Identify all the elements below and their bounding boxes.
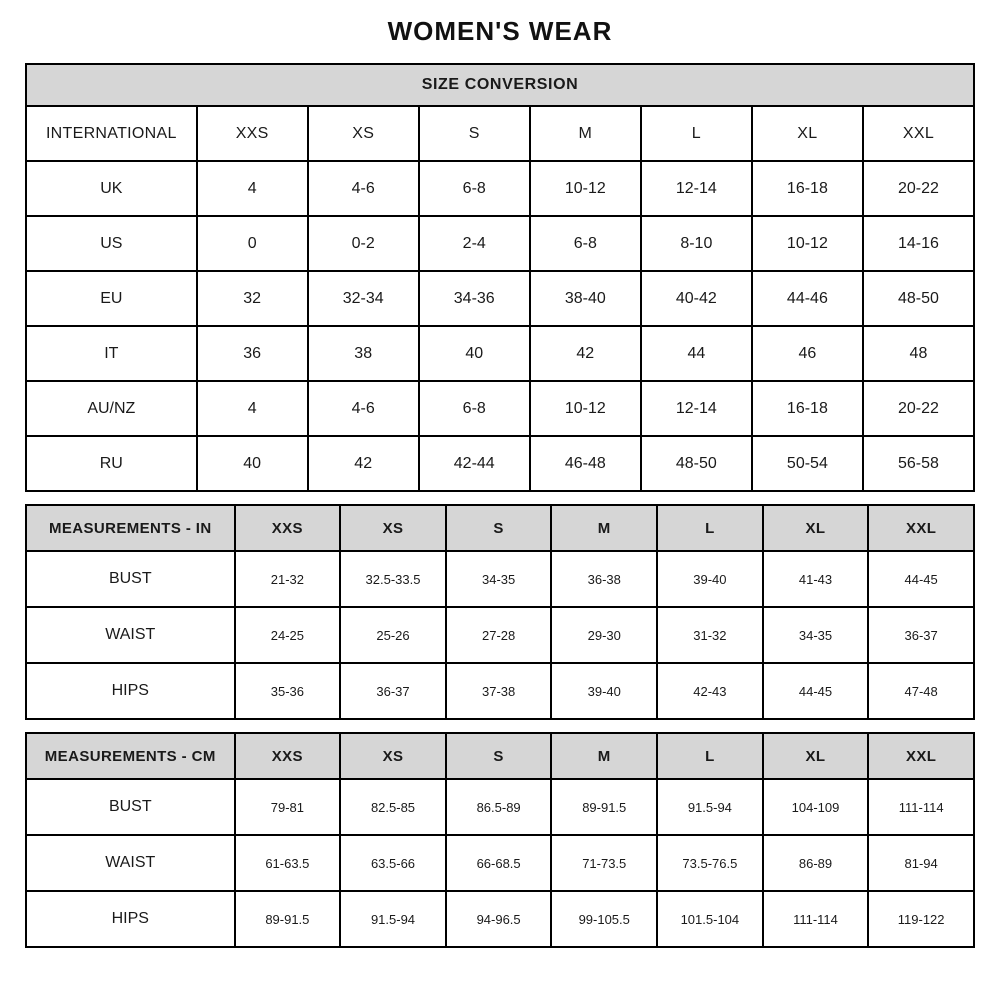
table-row bbox=[26, 161, 974, 216]
row-label: BUST bbox=[26, 779, 235, 835]
size-conversion-body bbox=[26, 64, 974, 491]
table-cell: 10-12 bbox=[530, 381, 641, 436]
table-cell: 79-81 bbox=[235, 779, 341, 835]
column-header: XXS bbox=[235, 505, 341, 551]
table-cell: 50-54 bbox=[752, 436, 863, 491]
table-cell: 4-6 bbox=[308, 161, 419, 216]
table-cell: 4 bbox=[197, 381, 308, 436]
table-row bbox=[26, 779, 974, 835]
header-row bbox=[26, 505, 974, 551]
table-cell: 36-37 bbox=[868, 607, 974, 663]
column-header: M bbox=[551, 733, 657, 779]
column-header: L bbox=[657, 733, 763, 779]
header-row bbox=[26, 733, 974, 779]
table-caption-row bbox=[26, 64, 974, 106]
table-cell: 71-73.5 bbox=[551, 835, 657, 891]
table-cell: 34-36 bbox=[419, 271, 530, 326]
column-header: INTERNATIONAL bbox=[26, 106, 197, 161]
table-cell: 119-122 bbox=[868, 891, 974, 947]
column-header: L bbox=[657, 505, 763, 551]
row-label: BUST bbox=[26, 551, 235, 607]
table-cell: 44-45 bbox=[763, 663, 869, 719]
row-label: WAIST bbox=[26, 607, 235, 663]
table-cell: 4 bbox=[197, 161, 308, 216]
table-cell: 56-58 bbox=[863, 436, 974, 491]
column-header: S bbox=[446, 733, 552, 779]
table-row bbox=[26, 326, 974, 381]
column-header: S bbox=[446, 505, 552, 551]
table-cell: 39-40 bbox=[551, 663, 657, 719]
table-cell: 94-96.5 bbox=[446, 891, 552, 947]
table-cell: 12-14 bbox=[641, 381, 752, 436]
table-row bbox=[26, 381, 974, 436]
table-cell: 8-10 bbox=[641, 216, 752, 271]
row-label: HIPS bbox=[26, 891, 235, 947]
table-cell: 47-48 bbox=[868, 663, 974, 719]
table-cell: 10-12 bbox=[530, 161, 641, 216]
table-cell: 46-48 bbox=[530, 436, 641, 491]
table-cell: 40 bbox=[197, 436, 308, 491]
table-cell: 2-4 bbox=[419, 216, 530, 271]
table-cell: 42 bbox=[308, 436, 419, 491]
table-cell: 89-91.5 bbox=[551, 779, 657, 835]
column-header: XXL bbox=[868, 733, 974, 779]
table-cell: 36-38 bbox=[551, 551, 657, 607]
table-cell: 46 bbox=[752, 326, 863, 381]
table-cell: 99-105.5 bbox=[551, 891, 657, 947]
column-header: XS bbox=[308, 106, 419, 161]
row-label: IT bbox=[26, 326, 197, 381]
table-cell: 24-25 bbox=[235, 607, 341, 663]
column-header: XL bbox=[752, 106, 863, 161]
table-cell: 38-40 bbox=[530, 271, 641, 326]
row-label: UK bbox=[26, 161, 197, 216]
header-row bbox=[26, 106, 974, 161]
size-conversion-table bbox=[25, 63, 975, 492]
table-cell: 29-30 bbox=[551, 607, 657, 663]
table-cell: 31-32 bbox=[657, 607, 763, 663]
table-cell: 48 bbox=[863, 326, 974, 381]
table-cell: 63.5-66 bbox=[340, 835, 446, 891]
column-header: XXL bbox=[868, 505, 974, 551]
table-row bbox=[26, 891, 974, 947]
column-header: L bbox=[641, 106, 752, 161]
column-header: XXS bbox=[235, 733, 341, 779]
column-header: M bbox=[551, 505, 657, 551]
measurements-cm-body bbox=[26, 733, 974, 947]
row-label: HIPS bbox=[26, 663, 235, 719]
page-title: WOMEN'S WEAR bbox=[387, 16, 613, 46]
table-cell: 36 bbox=[197, 326, 308, 381]
table-cell: 40 bbox=[419, 326, 530, 381]
table-cell: 0 bbox=[197, 216, 308, 271]
table-cell: 32.5-33.5 bbox=[340, 551, 446, 607]
table-row bbox=[26, 607, 974, 663]
table-cell: 48-50 bbox=[863, 271, 974, 326]
table-cell: 42 bbox=[530, 326, 641, 381]
column-header: XL bbox=[763, 505, 869, 551]
table-caption: SIZE CONVERSION bbox=[26, 64, 974, 106]
column-header: XXS bbox=[197, 106, 308, 161]
table-cell: 89-91.5 bbox=[235, 891, 341, 947]
measurements-in-table bbox=[25, 504, 975, 720]
table-cell: 44 bbox=[641, 326, 752, 381]
table-cell: 34-35 bbox=[446, 551, 552, 607]
column-header: MEASUREMENTS - IN bbox=[26, 505, 235, 551]
table-cell: 38 bbox=[308, 326, 419, 381]
column-header: M bbox=[530, 106, 641, 161]
table-cell: 42-44 bbox=[419, 436, 530, 491]
table-row bbox=[26, 663, 974, 719]
table-row bbox=[26, 271, 974, 326]
column-header: MEASUREMENTS - CM bbox=[26, 733, 235, 779]
table-row bbox=[26, 436, 974, 491]
table-cell: 91.5-94 bbox=[657, 779, 763, 835]
table-cell: 27-28 bbox=[446, 607, 552, 663]
measurements-in-body bbox=[26, 505, 974, 719]
table-row bbox=[26, 551, 974, 607]
table-cell: 16-18 bbox=[752, 161, 863, 216]
table-cell: 39-40 bbox=[657, 551, 763, 607]
table-cell: 6-8 bbox=[419, 161, 530, 216]
row-label: EU bbox=[26, 271, 197, 326]
measurements-cm-table bbox=[25, 732, 975, 948]
row-label: US bbox=[26, 216, 197, 271]
table-cell: 25-26 bbox=[340, 607, 446, 663]
table-cell: 111-114 bbox=[868, 779, 974, 835]
table-cell: 86.5-89 bbox=[446, 779, 552, 835]
table-cell: 42-43 bbox=[657, 663, 763, 719]
table-cell: 91.5-94 bbox=[340, 891, 446, 947]
table-cell: 20-22 bbox=[863, 381, 974, 436]
table-cell: 73.5-76.5 bbox=[657, 835, 763, 891]
table-cell: 104-109 bbox=[763, 779, 869, 835]
row-label: RU bbox=[26, 436, 197, 491]
table-cell: 44-45 bbox=[868, 551, 974, 607]
table-row bbox=[26, 216, 974, 271]
table-cell: 10-12 bbox=[752, 216, 863, 271]
column-header: XS bbox=[340, 505, 446, 551]
table-cell: 35-36 bbox=[235, 663, 341, 719]
table-cell: 101.5-104 bbox=[657, 891, 763, 947]
table-cell: 0-2 bbox=[308, 216, 419, 271]
table-cell: 86-89 bbox=[763, 835, 869, 891]
column-header: XS bbox=[340, 733, 446, 779]
table-cell: 34-35 bbox=[763, 607, 869, 663]
table-cell: 32-34 bbox=[308, 271, 419, 326]
table-cell: 12-14 bbox=[641, 161, 752, 216]
table-cell: 16-18 bbox=[752, 381, 863, 436]
table-cell: 41-43 bbox=[763, 551, 869, 607]
column-header: XL bbox=[763, 733, 869, 779]
row-label: AU/NZ bbox=[26, 381, 197, 436]
table-cell: 44-46 bbox=[752, 271, 863, 326]
table-cell: 37-38 bbox=[446, 663, 552, 719]
table-cell: 14-16 bbox=[863, 216, 974, 271]
table-cell: 6-8 bbox=[530, 216, 641, 271]
column-header: S bbox=[419, 106, 530, 161]
table-cell: 111-114 bbox=[763, 891, 869, 947]
table-cell: 48-50 bbox=[641, 436, 752, 491]
table-cell: 4-6 bbox=[308, 381, 419, 436]
column-header: XXL bbox=[863, 106, 974, 161]
row-label: WAIST bbox=[26, 835, 235, 891]
table-cell: 82.5-85 bbox=[340, 779, 446, 835]
table-cell: 20-22 bbox=[863, 161, 974, 216]
table-cell: 36-37 bbox=[340, 663, 446, 719]
table-cell: 61-63.5 bbox=[235, 835, 341, 891]
table-row bbox=[26, 835, 974, 891]
table-cell: 81-94 bbox=[868, 835, 974, 891]
table-cell: 6-8 bbox=[419, 381, 530, 436]
table-cell: 40-42 bbox=[641, 271, 752, 326]
table-cell: 66-68.5 bbox=[446, 835, 552, 891]
table-cell: 21-32 bbox=[235, 551, 341, 607]
table-cell: 32 bbox=[197, 271, 308, 326]
